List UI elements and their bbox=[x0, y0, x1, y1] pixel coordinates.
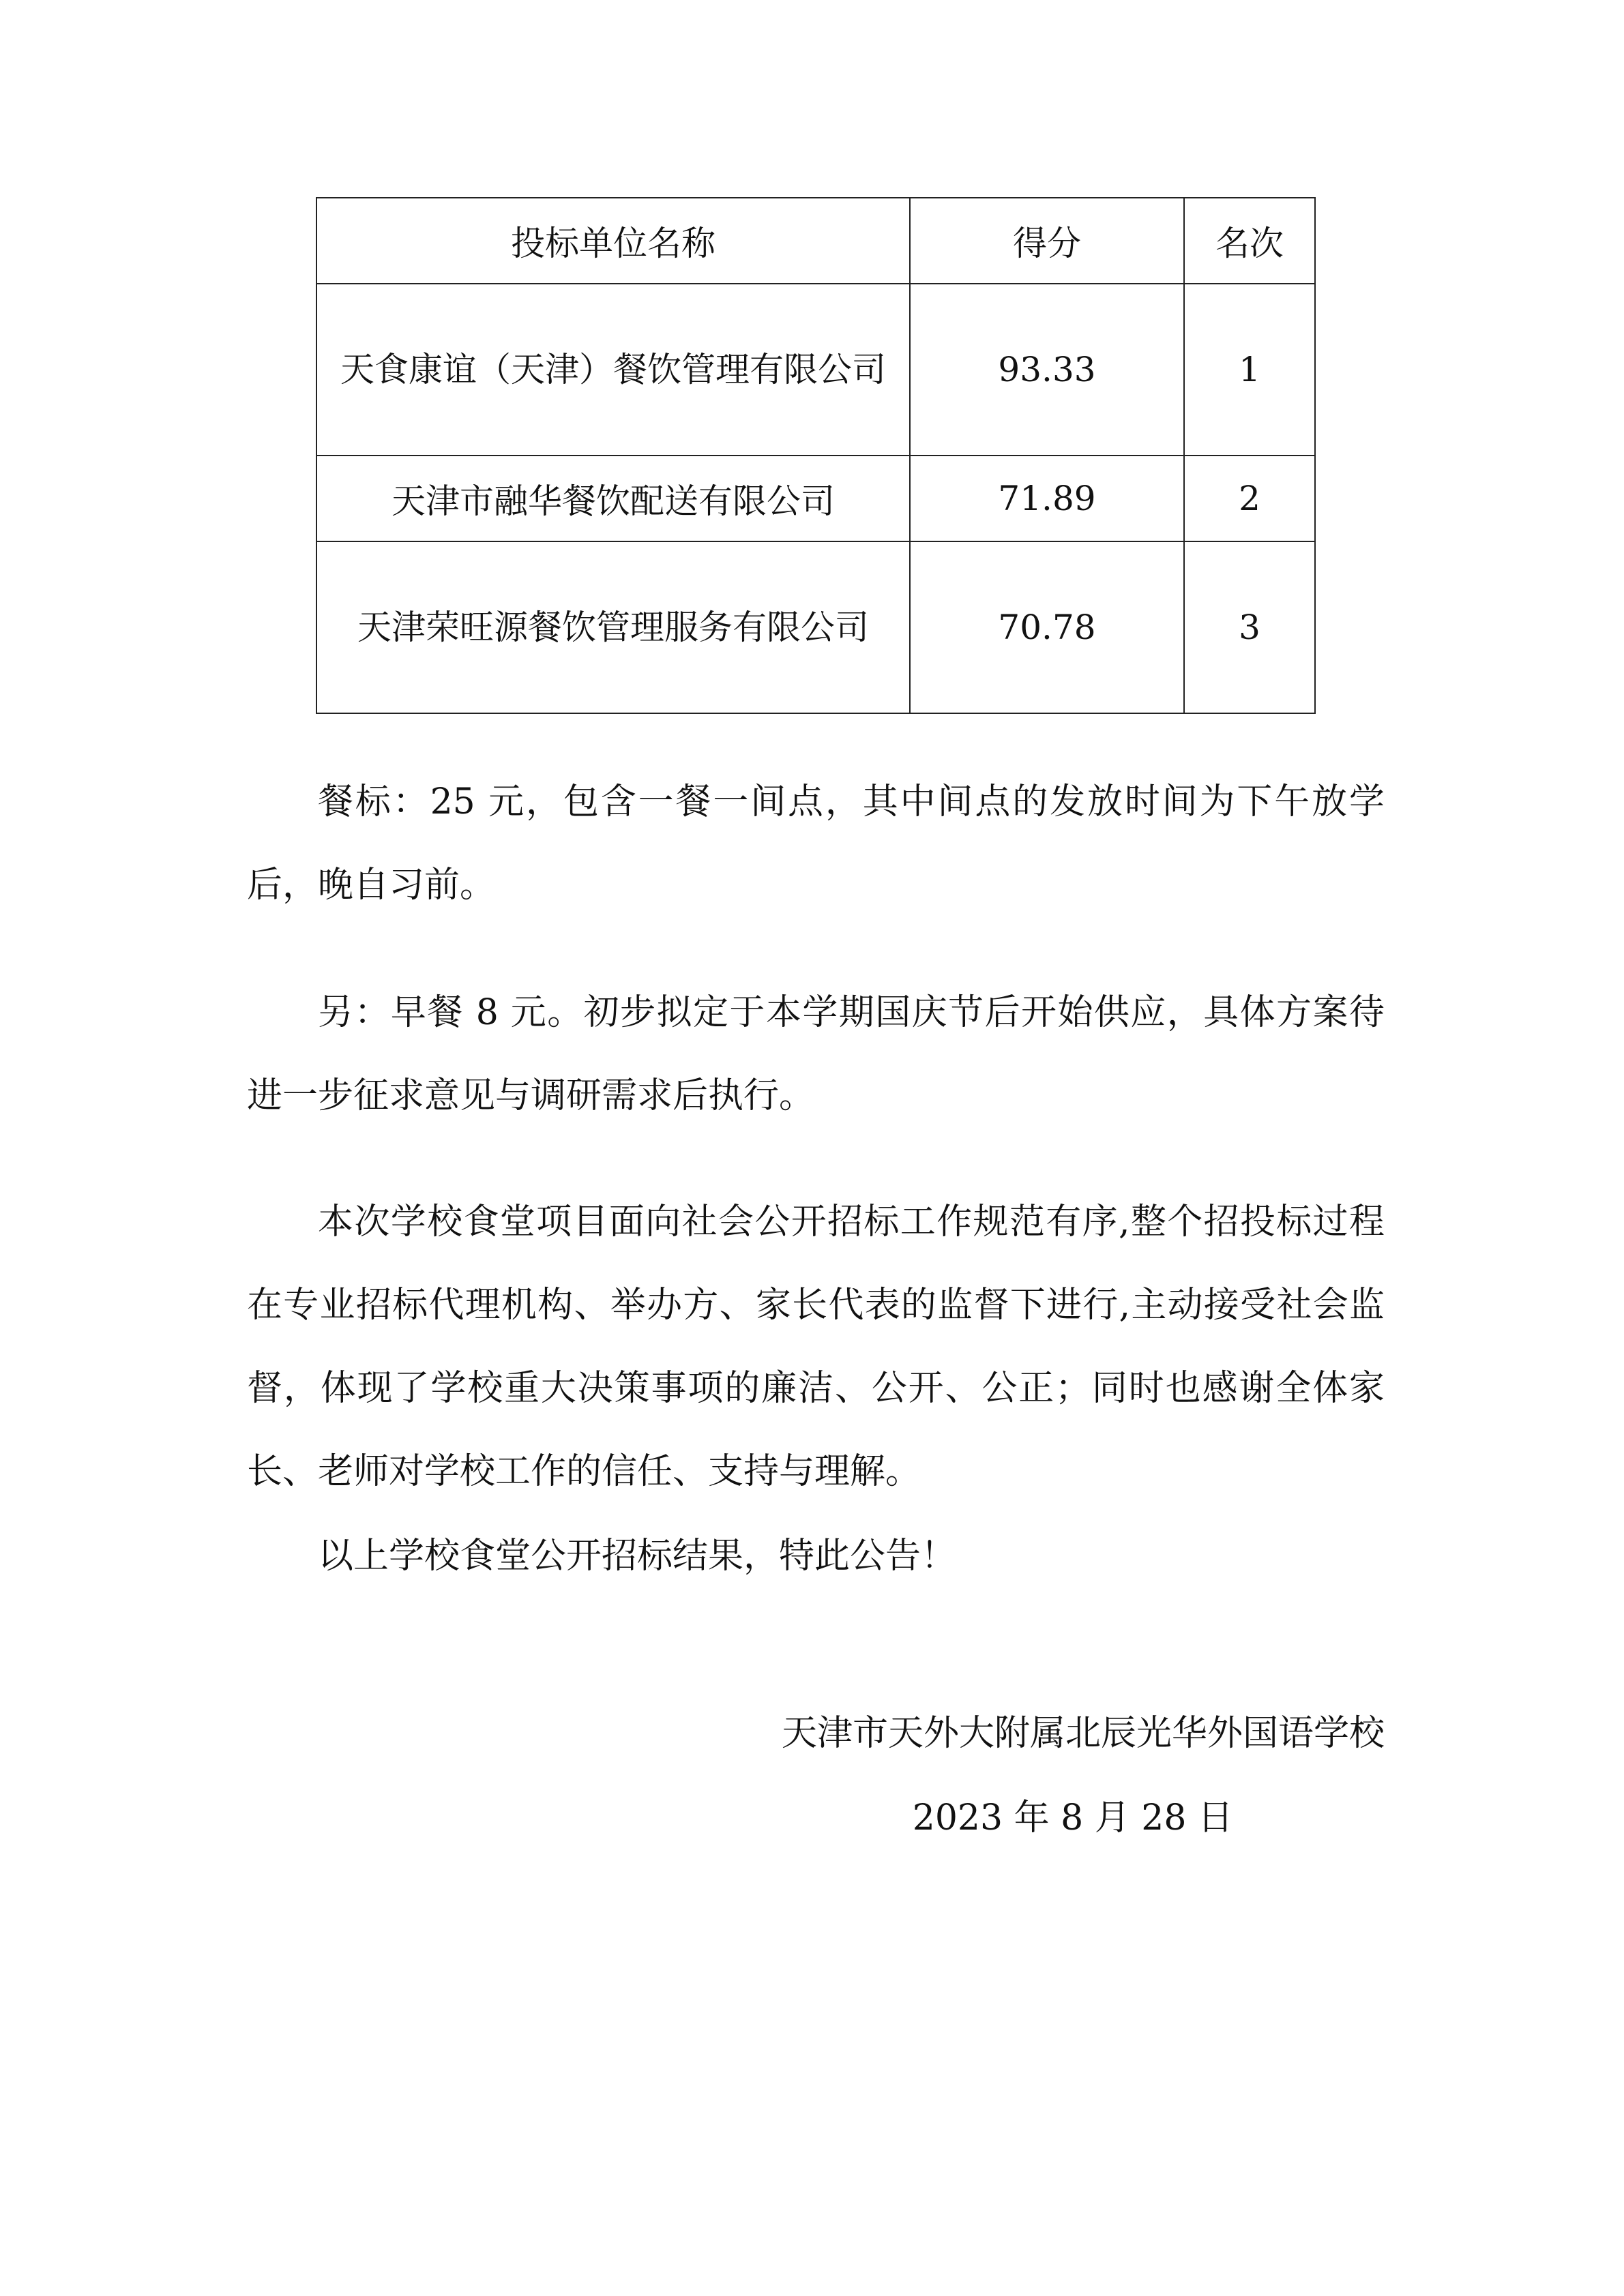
score-cell: 70.78 bbox=[910, 541, 1184, 713]
header-score: 得分 bbox=[910, 198, 1184, 284]
header-bidder-name: 投标单位名称 bbox=[316, 198, 910, 284]
signature-date: 2023 年 8 月 28 日 bbox=[912, 1798, 1233, 1838]
bidding-process-paragraph: 本次学校食堂项目面向社会公开招标工作规范有序,整个招投标过程在专业招标代理机构、举办方、家长代表的监督下进行,主动接受社会监督，体现了学校重大决策事项的廉洁、公开、公正；同时也感谢全体家长、老师对学校工作的信任、支持与理解。 bbox=[247, 1202, 1385, 1492]
meal-standard-paragraph: 餐标：25 元，包含一餐一间点，其中间点的发放时间为下午放学后，晚自习前。 bbox=[247, 781, 1385, 906]
announcement-closing-paragraph: 以上学校食堂公开招标结果，特此公告！ bbox=[318, 1536, 957, 1577]
table-row bbox=[316, 284, 1315, 456]
header-rank: 名次 bbox=[1184, 198, 1315, 284]
rank-cell: 3 bbox=[1184, 541, 1315, 713]
bidder-name-cell: 天津市融华餐饮配送有限公司 bbox=[316, 456, 910, 541]
rank-cell: 1 bbox=[1184, 284, 1315, 456]
bidder-name-cell: 天津荣旺源餐饮管理服务有限公司 bbox=[316, 541, 910, 713]
score-cell: 93.33 bbox=[910, 284, 1184, 456]
breakfast-paragraph: 另：早餐 8 元。初步拟定于本学期国庆节后开始供应，具体方案待进一步征求意见与调研需求后执行。 bbox=[247, 992, 1385, 1116]
rank-cell: 2 bbox=[1184, 456, 1315, 541]
table-row bbox=[316, 541, 1315, 713]
signature-organization: 天津市天外大附属北辰光华外国语学校 bbox=[781, 1713, 1385, 1754]
score-cell: 71.89 bbox=[910, 456, 1184, 541]
bid-results-table bbox=[316, 197, 1316, 714]
table-header-row bbox=[316, 198, 1315, 284]
table-row bbox=[316, 456, 1315, 541]
bidder-name-cell: 天食康谊（天津）餐饮管理有限公司 bbox=[316, 284, 910, 456]
